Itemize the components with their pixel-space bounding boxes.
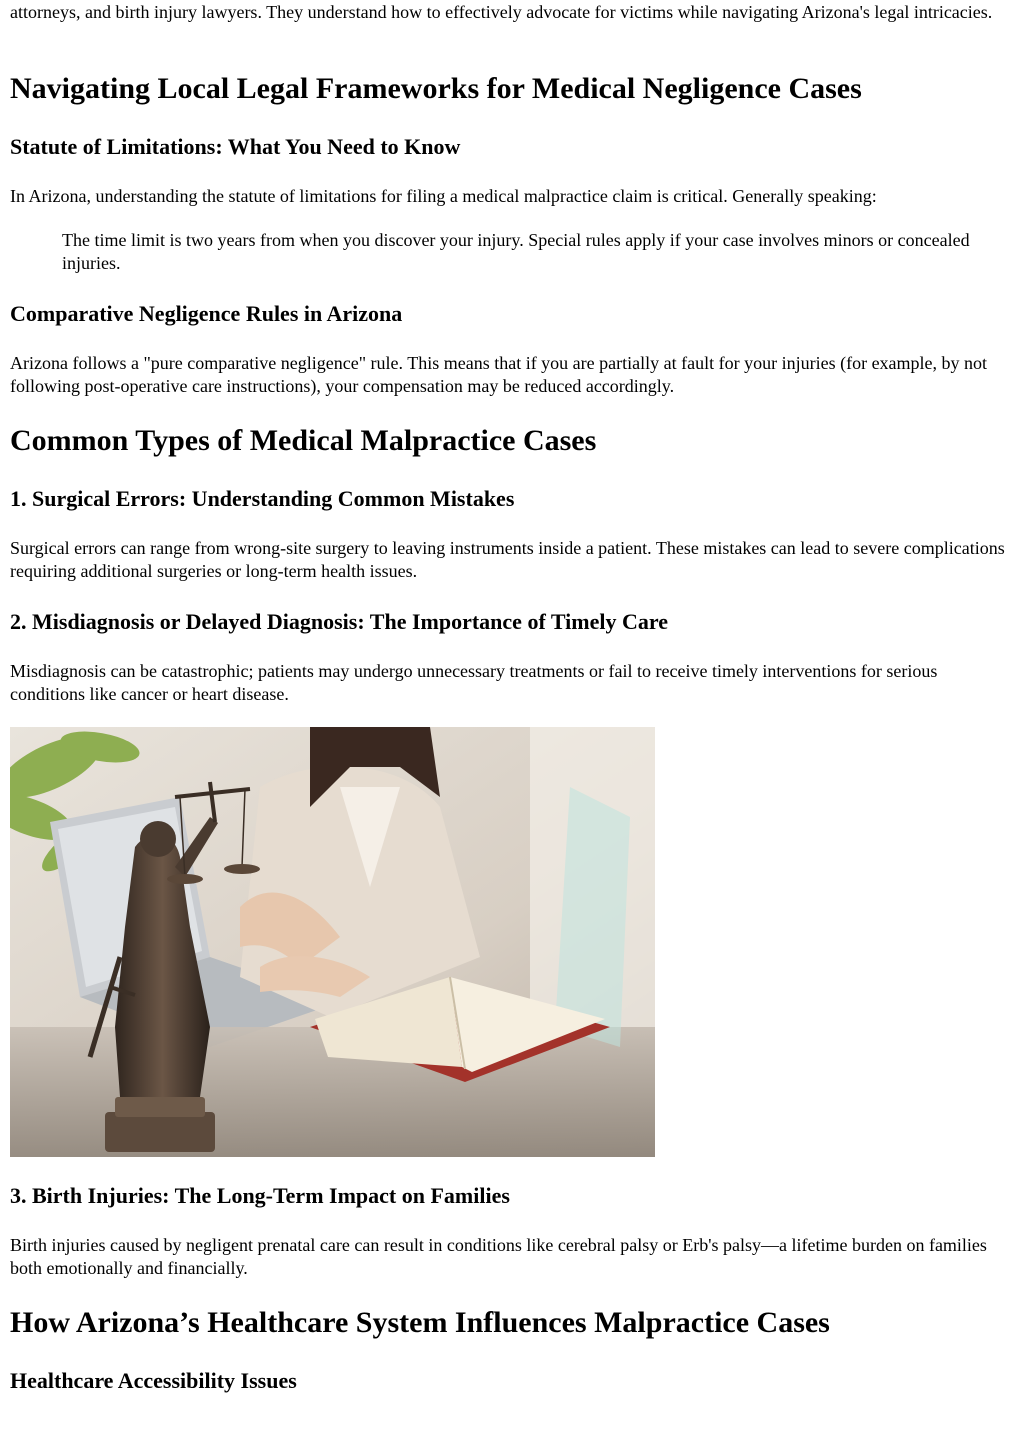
heading-statute-of-limitations: Statute of Limitations: What You Need to Know [10,134,461,159]
paragraph-surgical: Surgical errors can range from wrong-site surgery to leaving instruments inside a patient. These mistakes can lead to severe complications requiring additional surgeries or long-term health issues. [10,538,1005,581]
intro-continuation: attorneys, and birth injury lawyers. They understand how to effectively advocate for victims while navigating Arizona's legal intricacies. [10,2,993,22]
paragraph-comparative: Arizona follows a "pure comparative negligence" rule. This means that if you are partially at fault for your injuries (for example, by not following post-operative care instructions), your compensation may be reduced accordingly. [10,353,988,396]
paragraph-misdiagnosis: Misdiagnosis can be catastrophic; patients may undergo unnecessary treatments or fail to receive timely interventions for serious conditions like cancer or heart disease. [10,661,938,704]
heading-legal-frameworks: Navigating Local Legal Frameworks for Medical Negligence Cases [10,72,862,105]
paragraph-birth-injuries: Birth injuries caused by negligent prenatal care can result in conditions like cerebral palsy or Erb's palsy—a lifetime burden on families both emotionally and financially. [10,1235,987,1278]
heading-common-types: Common Types of Medical Malpractice Cases [10,424,597,457]
heading-misdiagnosis: 2. Misdiagnosis or Delayed Diagnosis: The Importance of Timely Care [10,609,668,634]
photo-illustration [10,727,655,1157]
heading-healthcare-system: How Arizona’s Healthcare System Influences Malpractice Cases [10,1306,830,1339]
heading-birth-injuries: 3. Birth Injuries: The Long-Term Impact on Families [10,1183,510,1208]
justice-statue-office-photo [10,727,655,1157]
heading-surgical-errors: 1. Surgical Errors: Understanding Common Mistakes [10,486,515,511]
blockquote-time-limit: The time limit is two years from when you discover your injury. Special rules apply if your case involves minors or concealed injuries. [62,230,970,273]
heading-comparative-negligence: Comparative Negligence Rules in Arizona [10,301,403,326]
heading-accessibility: Healthcare Accessibility Issues [10,1368,297,1393]
paragraph-statute: In Arizona, understanding the statute of limitations for filing a medical malpractice claim is critical. Generally speaking: [10,186,877,206]
